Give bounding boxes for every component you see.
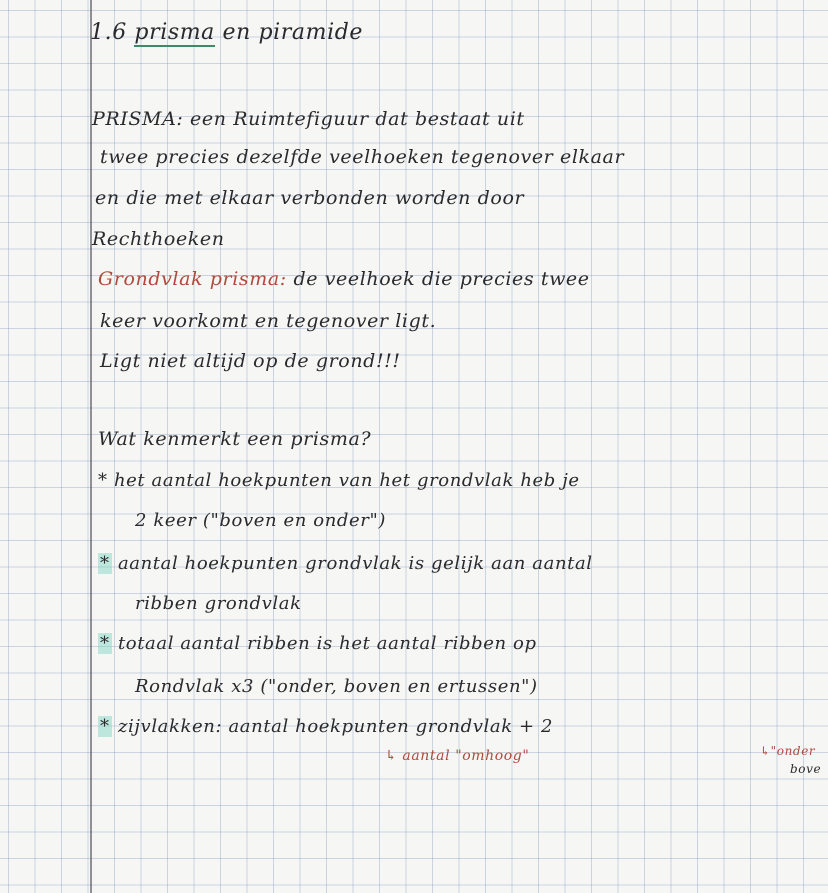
bullet-1-line-2: 2 keer ("boven en onder") [135, 510, 386, 531]
bullet-4-line-1 [98, 716, 553, 737]
question-heading: Wat kenmerkt een prisma? [98, 428, 372, 450]
definition-line-3: en die met elkaar verbonden worden door [95, 187, 525, 209]
bullet-1-text-1: het aantal hoekpunten van het grondvlak heb je [113, 470, 580, 491]
base-line-1 [98, 268, 590, 290]
definition-text-1: een Ruimtefiguur dat bestaat uit [190, 108, 525, 130]
definition-line-1 [92, 108, 525, 130]
note-right-2: bove [790, 762, 822, 776]
note-omhoog: ↳ aantal "omhoog" [385, 748, 530, 764]
bullet-3-text-1: totaal aantal ribben is het aantal ribben op [117, 633, 537, 654]
bullet-4-star: * [100, 716, 110, 737]
bullet-3-line-2: Rondvlak x3 ("onder, boven en ertussen") [135, 676, 538, 697]
note-right-1: ↳"onder [760, 744, 816, 758]
bullet-4-text-1: zijvlakken: aantal hoekpunten grondvlak + 2 [117, 716, 554, 737]
bullet-1-star: * [98, 470, 108, 491]
bullet-2-line-2: ribben grondvlak [135, 593, 302, 614]
bullet-3-line-1 [98, 633, 537, 654]
definition-line-2: twee precies dezelfde veelhoeken tegenover elkaar [100, 146, 625, 168]
definition-line-4: Rechthoeken [92, 228, 225, 250]
page-title [90, 20, 363, 45]
margin-line [90, 0, 92, 893]
base-term: Grondvlak prisma: [98, 268, 287, 290]
title-word-prisma: prisma [134, 20, 215, 45]
base-text-1: de veelhoek die precies twee [293, 268, 590, 290]
bullet-2-text-1: aantal hoekpunten grondvlak is gelijk aan aantal [117, 553, 593, 574]
bullet-2-star: * [100, 553, 110, 574]
title-word-piramide: en piramide [222, 20, 364, 45]
bullet-2-line-1 [98, 553, 593, 574]
bullet-1-line-1 [98, 470, 580, 491]
definition-term: PRISMA: [92, 108, 184, 130]
base-line-3: Ligt niet altijd op de grond!!! [100, 350, 401, 372]
base-line-2: keer voorkomt en tegenover ligt. [100, 310, 437, 332]
title-number: 1.6 [90, 20, 127, 45]
bullet-3-star: * [100, 633, 110, 654]
